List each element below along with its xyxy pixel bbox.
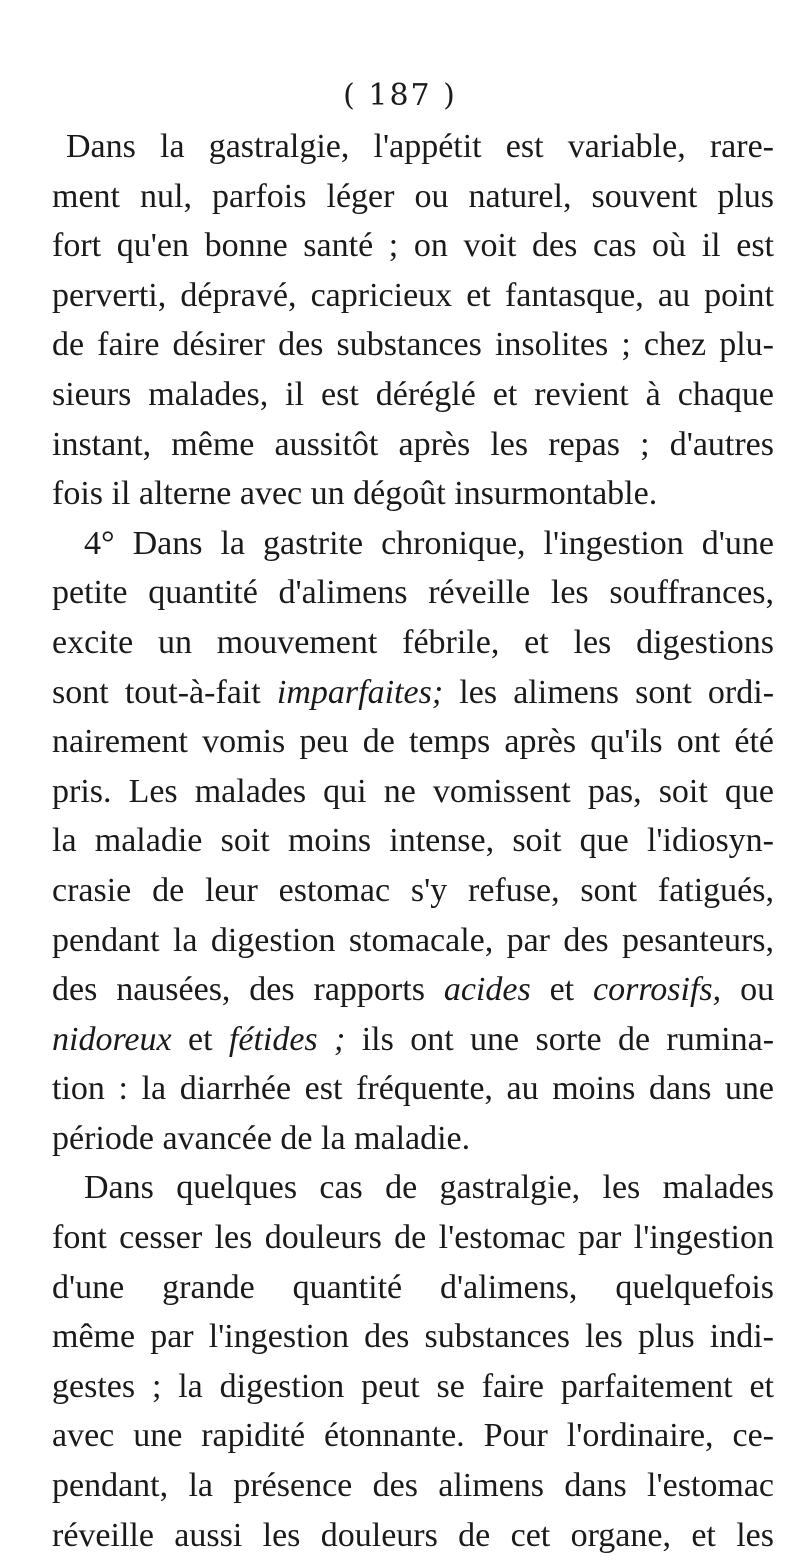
text-line: d'une grande quantité d'alimens, quelquefois xyxy=(52,1268,774,1306)
text-line: fort qu'en bonne santé ; on voit des cas où il est xyxy=(52,227,774,265)
text-line: réveille aussi les douleurs de cet organe, et les xyxy=(52,1516,774,1554)
text-run: les alimens sont ordi- xyxy=(459,673,775,711)
text-line: pendant, la présence des alimens dans l'estomac xyxy=(52,1467,774,1505)
text-run: et xyxy=(187,1020,213,1058)
text-line xyxy=(52,965,774,1015)
italic-term: fétides ; xyxy=(228,1020,346,1058)
paragraph-2 xyxy=(52,519,774,1164)
text-run: des nausées, des rapports xyxy=(52,971,425,1009)
paragraph-3 xyxy=(52,1163,774,1560)
text-line: gestes ; la digestion peut se faire parfaitement et xyxy=(52,1367,774,1405)
text-line: Dans quelques cas de gastralgie, les malades xyxy=(84,1169,774,1207)
text-line: instant, même aussitôt après les repas ; d'autres xyxy=(52,425,774,463)
text-line: petite quantité d'alimens réveille les souffrances, xyxy=(52,574,774,612)
italic-term: imparfaites; xyxy=(276,673,444,711)
text-line: sieurs malades, il est déréglé et revient à chaque xyxy=(52,375,774,413)
text-line: fois il alterne avec un dégoût insurmontable. xyxy=(52,475,658,513)
text-run: ils ont une sorte de rumina- xyxy=(361,1020,775,1058)
text-line xyxy=(52,668,774,718)
text-line: crasie de leur estomac s'y refuse, sont fatigués, xyxy=(52,871,774,909)
text-run: sont tout-à-fait xyxy=(52,673,261,711)
text-line: 4° Dans la gastrite chronique, l'ingestion d'une xyxy=(84,524,774,562)
text-line: nairement vomis peu de temps après qu'ils ont été xyxy=(52,723,774,761)
text-line: Dans la gastralgie, l'appétit est variable, rare- xyxy=(66,128,774,165)
text-line: la maladie soit moins intense, soit que l'idiosyn- xyxy=(52,822,774,860)
body-text xyxy=(52,122,774,1560)
page-number: ( 187 ) xyxy=(343,78,457,113)
italic-term: corrosifs, xyxy=(593,971,722,1009)
text-line: tion : la diarrhée est fréquente, au moins dans une xyxy=(52,1070,774,1108)
text-line: période avancée de la maladie. xyxy=(52,1119,471,1157)
paragraph-1 xyxy=(52,122,774,519)
text-line: avec une rapidité étonnante. Pour l'ordinaire, ce- xyxy=(52,1417,774,1455)
italic-term: acides xyxy=(443,971,531,1009)
text-line: pendant la digestion stomacale, par des pesanteurs, xyxy=(52,921,774,959)
text-line: même par l'ingestion des substances les plus indi- xyxy=(52,1318,774,1356)
text-line: de faire désirer des substances insolites ; chez plu- xyxy=(52,326,774,364)
text-line: perverti, dépravé, capricieux et fantasque, au point xyxy=(52,276,774,314)
text-line: pris. Les malades qui ne vomissent pas, soit que xyxy=(52,772,774,810)
text-line: font cesser les douleurs de l'estomac par l'ingestion xyxy=(52,1219,774,1257)
text-run: ou xyxy=(740,971,775,1009)
text-line: ment nul, parfois léger ou naturel, souvent plus xyxy=(52,177,774,215)
text-line xyxy=(52,1015,774,1065)
text-run: et xyxy=(549,971,575,1009)
text-line: excite un mouvement fébrile, et les digestions xyxy=(52,623,774,661)
italic-term: nidoreux xyxy=(52,1020,172,1058)
